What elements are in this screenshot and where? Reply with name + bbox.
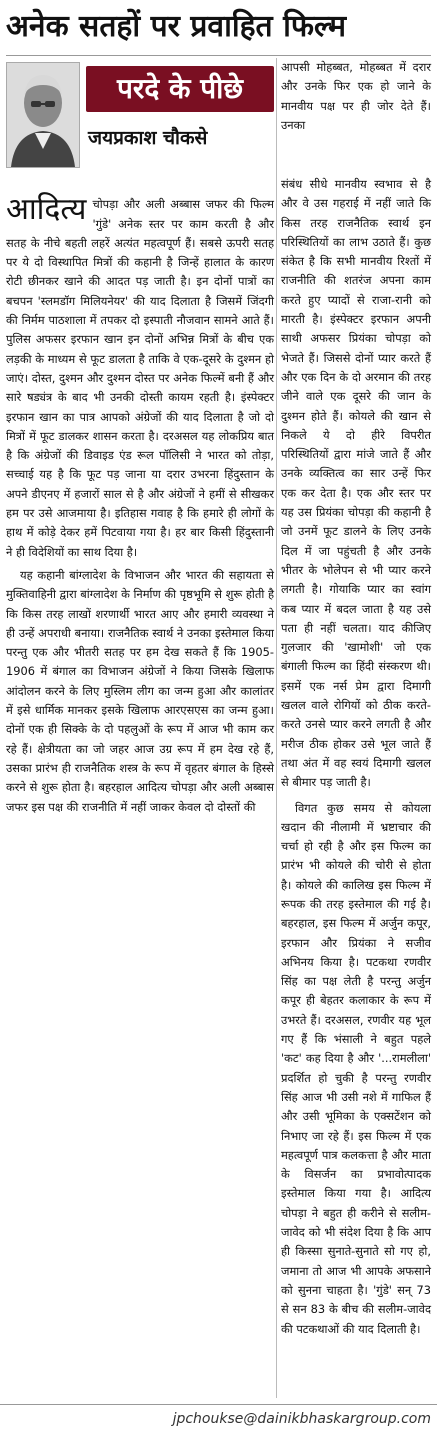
column-divider: [276, 58, 277, 1398]
headline: अनेक सतहों पर प्रवाहित फिल्म: [6, 9, 347, 44]
right-column: [281, 58, 431, 135]
byline-box: [6, 62, 274, 170]
footer: [0, 1404, 437, 1435]
right-paragraph-1: संबंध सीधे मानवीय स्वभाव से है और वे उस गहराई में नहीं जाते कि किस तरह राजनैतिक स्वार्थ इन परिस्थितियों का लाभ उठाते हैं। कुछ संकेत है कि सभी मानवीय रिश्तों में राजनीति की शतरंज अपना काम करते हुए प्यादों से राजा-रानी को मारती है। इंस्पेक्टर इरफान अपनी साथी अफसर प्रियंका चोपड़ा को भेजते हैं। जिससे दोनों प्यार करते हैं और एक दिन के दो अरमान की तरह जीने वाले एक दूसरे की जान के दुश्मन होते हैं। कोयले की खान से निकले ये दो हीरे विपरीत परिस्थितियों द्वारा मांजे जाते हैं और उनके व्यक्तित्व का सार उन्हें फिर एक कर देता है। एक और स्तर पर यह उस प्रियंका चोपड़ा की कहानी है जो उनमें फूट डालने के लिए उनके दिल में जा पहुंचती है और उनके भीतर के भोलेपन से भी प्यार करने लगती है। गोयाकि प्यार का स्वांग कब प्यार में बदल जाता है यह उसे पता ही नहीं चलता। याद कीजिए गुलजार की 'खामोशी' जो एक बंगाली फिल्म का हिंदी संस्करण थी। इसमें एक नर्स प्रेम द्वारा दिमागी खलल वाले रोगियों को ठीक करते-करते उनसे प्यार करने लगती है और मरीज ठीक होकर उसे भूल जाते हैं तथा अंत में वह स्वयं दिमागी खलल से बीमार पड़ जाती है।: [281, 177, 431, 790]
left-paragraph-2: यह कहानी बांग्लादेश के विभाजन और भारत की सहायता से मुक्तिवाहिनी द्वारा बांग्लादेश के निर्माण की पृष्ठभूमि से शुरू होती है कि किस तरह लाखों शरणार्थी भारत आए और हमारी व्यवस्था ने ही उन्हें अपराधी बनाया। राजनैतिक स्वार्थ ने उनका इस्तेमाल किया परन्तु एक और भीतरी सतह पर हम देख सकते हैं कि 1905-1906 में बंगाल का विभाजन अंग्रेजों ने किया जिसके खिलाफ आंदोलन करने के लिए मुस्लिम लीग का जन्म हुआ और कालांतर में इसे धार्मिक मानकर इसके खिलाफ आरएसएस का जन्म हुआ। दोनों एक ही सिक्के के दो पहलुओं के रूप में आज भी काम कर रहे हैं। क्षेत्रीयता का जो जहर आज उग्र रूप में हम देख रहे हैं, उसका प्रारंभ ही राजनैतिक शस्त्र के रूप में वृहतर बंगाल के हिस्से करने से शुरू होता है। बहरहाल आदित्य चोपड़ा और अली अब्बास जफर इस पक्ष की राजनीति में नहीं जाकर केवल दो दोस्तों की: [6, 567, 274, 814]
author-name: जयप्रकाश चौकसे: [88, 127, 208, 149]
left-paragraph-1-text: चोपड़ा और अली अब्बास जफर की फिल्म 'गुंडे' अनेक स्तर पर काम करती है और सतह के नीचे बहती लहरें अत्यंत महत्वपूर्ण हैं। सबसे ऊपरी सतह पर ये दो विस्थापित मित्रों की कहानी है जिन्हें हालात के कारण रोटी छीनकर खाने की आदत पड़ जाती है। इन दोनों पात्रों का बचपन 'स्लमडॉग मिलियनेयर' की याद दिलाता है जिसमें जिंदगी की निर्मम पाठशाला में तपकर दो इस्पाती नौजवान सामने आते हैं। पुलिस अफसर इरफान खान इन दोनों अभिन्न मित्रों के बीच एक लड़की के माध्यम से फूट डालता है ताकि वे एक-दूसरे के दुश्मन हो जाएं। दोस्त, दुश्मन और दुश्मन दोस्त पर अनेक फिल्में बनी हैं और सारे षड्यंत्र के बाद भी उनकी दोस्ती कायम रहती है। इंस्पेक्टर इरफान खान का पात्र आपको अंग्रेजों की याद दिलाता है जो दो मित्रों में फूट डालकर शासन करता है। दरअसल यह लोकप्रिय बात है कि अंग्रेजों की डिवाइड एंड रूल पॉलिसी ने भारत को तोड़ा, सच्चाई यह है कि फूट पड़ जाना या दरार उभरना हिंदुस्तान के अपने डीएनए में हजारों साल से है और अंग्रेजों ने हमीं से सीखकर हम पर उसे आजमाया है। इतिहास गवाह है कि हमारे ही लोगों के हाथ में कोड़े देकर हमें पिटवाया गया है। हर बार किसी हिंदुस्तानी ने ही विदेशियों का साथ दिया है।: [6, 197, 274, 559]
author-email[interactable]: jpchoukse@dainikbhaskargroup.com: [172, 1411, 431, 1427]
author-portrait-icon: [7, 63, 79, 167]
left-paragraph-1: [6, 176, 274, 562]
right-paragraph-2: विगत कुछ समय से कोयला खदान की नीलामी में भ्रष्टाचार की चर्चा हो रही है और इस फिल्म का प्रारंभ भी कोयले की चोरी से होता है। कोयले की कालिख इस फिल्म में रूपक की तरह इस्तेमाल की गई है। बहरहाल, इस फिल्म में अर्जुन कपूर, इरफान और प्रियंका ने सजीव अभिनय किया है। पटकथा रणवीर सिंह का पक्ष लेती है परन्तु अर्जुन कपूर ही बेहतर कलाकार के रूप में उभरते हैं। दरअसल, रणवीर यह भूल गए हैं कि भंसाली ने बहुत पहले 'कट' कह दिया है और '...रामलीला' प्रदर्शित हो चुकी है परन्तु रणवीर सिंह आज भी उसी नशे में गाफिल हैं और उसी भूमिका के एक्सटेंशन को निभाए जा रहे हैं। इस फिल्म में एक महत्वपूर्ण पात्र कलकत्ता है और माता के विसर्जन का प्रभावोत्पादक इस्तेमाल किया गया है। आदित्य चोपड़ा ने बहुत ही करीने से सलीम-जावेद को भी संदेश दिया है कि आप ही किस्सा सुनाते-सुनाते सो गए हो, जमाना तो आज भी आपके अफसाने को सुनना चाहता है। 'गुंडे' सन् 73 से सन 83 के बीच की सलीम-जावेद की पटकथाओं की याद दिलाती है।: [281, 800, 431, 1336]
headline-rule: [6, 55, 431, 56]
right-column-lower: [281, 175, 431, 1339]
column-title: परदे के पीछे: [86, 66, 274, 112]
drop-word: आदित्य: [6, 192, 87, 228]
right-top-text: आपसी मोहब्बत, मोहब्बत में दरार और उनके फिर एक हो जाने के मानवीय पक्ष पर ही जोर देते हैं। उनका: [281, 60, 431, 132]
author-photo: [6, 62, 80, 168]
left-column: [6, 176, 274, 817]
